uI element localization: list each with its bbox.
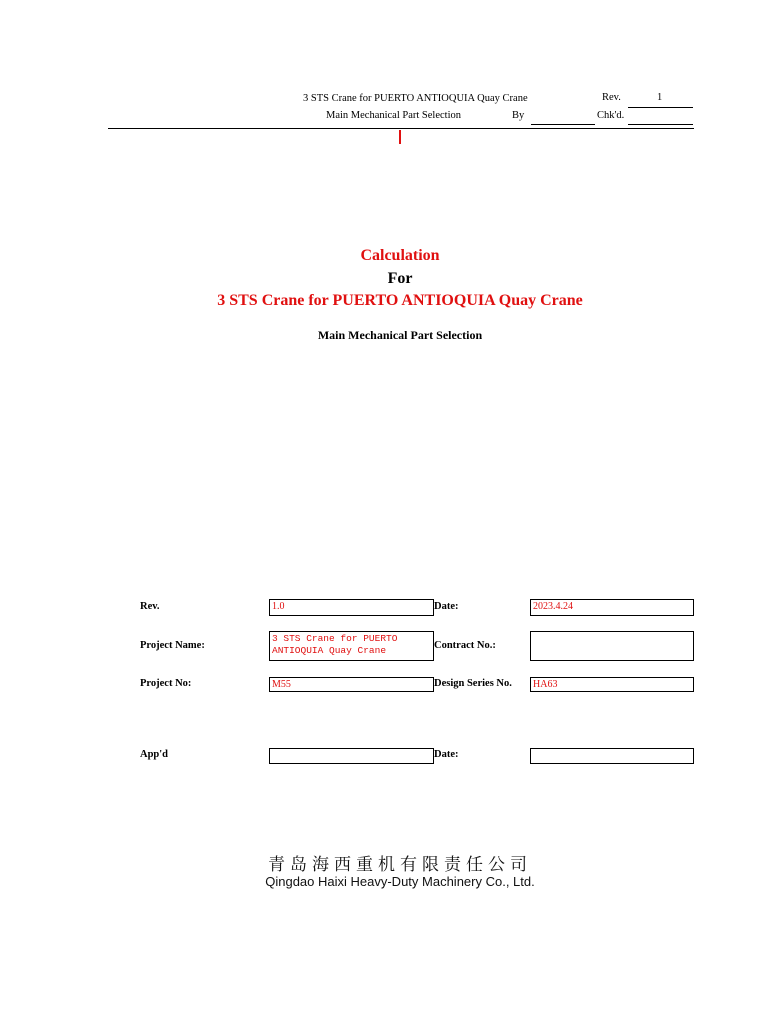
rev-underline: [628, 107, 693, 108]
project-name-field[interactable]: [269, 631, 434, 661]
appd-field[interactable]: [269, 748, 434, 764]
header-chkd-label: Chk'd.: [597, 110, 625, 121]
design-series-label: Design Series No.: [434, 678, 512, 689]
project-name-line1: 3 STS Crane for PUERTO: [272, 633, 398, 644]
date2-field[interactable]: [530, 748, 694, 764]
cursor-mark: [399, 130, 401, 144]
project-no-field[interactable]: M55: [269, 677, 434, 692]
company-name-english: Qingdao Haixi Heavy-Duty Machinery Co., Ltd.: [265, 874, 535, 889]
chkd-underline: [628, 124, 693, 125]
title-subtitle: Main Mechanical Part Selection: [317, 328, 483, 342]
project-no-label: Project No:: [140, 678, 192, 689]
header-subtitle: Main Mechanical Part Selection: [326, 110, 461, 121]
header-rev-label: Rev.: [602, 92, 621, 103]
by-underline: [531, 124, 595, 125]
header-by-label: By: [512, 110, 525, 121]
header-rev-value: 1: [657, 92, 663, 103]
project-name-line2: ANTIOQUIA Quay Crane: [272, 645, 387, 656]
header-project-title: 3 STS Crane for PUERTO ANTIOQUIA Quay Crane: [303, 93, 528, 104]
contract-no-field[interactable]: [530, 631, 694, 661]
header-rule: [108, 128, 694, 129]
project-name-label: Project Name:: [140, 640, 205, 651]
company-name-chinese: 青岛海西重机有限责任公司: [268, 855, 532, 875]
date-field[interactable]: 2023.4.24: [530, 599, 694, 616]
title-project: 3 STS Crane for PUERTO ANTIOQUIA Quay Crane: [217, 292, 583, 309]
date2-label: Date:: [434, 749, 459, 760]
rev-field[interactable]: 1.0: [269, 599, 434, 616]
appd-label: App'd: [140, 749, 169, 760]
design-series-field[interactable]: HA63: [530, 677, 694, 692]
rev-label: Rev.: [140, 601, 160, 612]
title-calculation: Calculation: [360, 247, 440, 264]
title-for: For: [387, 270, 413, 287]
contract-no-label: Contract No.:: [434, 640, 496, 651]
date-label: Date:: [434, 601, 459, 612]
